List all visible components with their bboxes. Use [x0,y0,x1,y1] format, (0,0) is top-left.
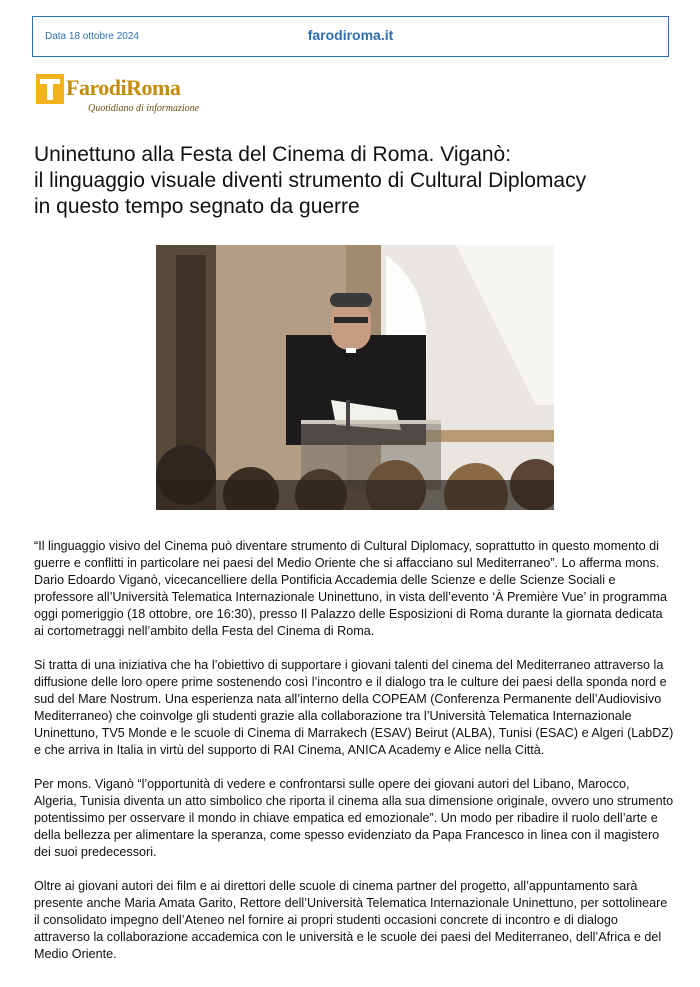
article-title-line: il linguaggio visuale diventi strumento di Cultural Diplomacy [34,169,587,192]
article-title-line: in questo tempo segnato da guerre [34,195,360,218]
article-title-line: Uninettuno alla Festa del Cinema di Roma. Viganò: [34,143,512,166]
logo-tagline: Quotidiano di informazione [88,103,200,114]
header-site-name[interactable]: farodiroma.it [307,27,394,43]
article-title [34,142,674,220]
article-photo [156,245,554,510]
article-paragraph: “Il linguaggio visivo del Cinema può diventare strumento di Cultural Diplomacy, soprattutto in questo momento di guerre e conflitti in particolare nei paesi del Medio Oriente che si affacciano sul Mediterraneo”. Lo afferma mons. Dario Edoardo Viganò, vicecancelliere della Pontificia Accademia delle Scienze e delle Scienze Sociali e professore all’Università Telematica Internazionale Uninettuno, in vista dell’evento ‘À Première Vue’ in programma oggi pomeriggio (18 ottobre, ore 16:30), presso Il Palazzo delle Esposizioni di Roma durante la giornata dedicata ai cortometraggi nell’ambito della Festa del Cinema di Roma. [34,539,668,638]
site-logo[interactable] [36,72,200,116]
article-paragraph: Si tratta di una iniziativa che ha l’obiettivo di supportare i giovani talenti del cinema del Mediterraneo attraverso la diffusione delle loro opere prime sostenendo così l’incontro e il dialogo tra le culture dei paesi della sponda nord e sud del Mare Nostrum. Una esperienza nata all’interno della COPEAM (Conferenza Permanente dell’Audiovisivo Mediterraneo) che coinvolge gli studenti grazie alla collaborazione tra l’Università Telematica Internazionale Uninettuno, TV5 Monde e le scuole di Cinema di Marrakech (ESAV) Beirut (ALBA), Tunisi (ESAC) e Algeri (LabDZ) e che arriva in Italia in virtù del supporto di RAI Cinema, ANICA Academy e Alice nella Città. [34,658,674,757]
article-body [34,538,674,980]
article-paragraph: Oltre ai giovani autori dei film e ai direttori delle scuole di cinema partner del progetto, all’appuntamento sarà presente anche Maria Amata Garito, Rettore dell’Università Telematica Internazionale Uninettuno, per sottolineare il consolidato impegno dell’Ateneo nel fornire ai propri studenti occasioni concrete di incontro e di dialogo attraverso la collaborazione accademica con le università e le scuole dei paesi del Mediterraneo, dell’Africa e del Medio Oriente. [34,879,668,961]
logo-name: FarodiRoma [66,75,181,100]
page-header [32,16,669,57]
header-date: Data 18 ottobre 2024 [45,31,139,42]
lighthouse-icon [36,74,64,104]
article-paragraph: Per mons. Viganò “l’opportunità di vedere e confrontarsi sulle opere dei giovani autori del Libano, Marocco, Algeria, Tunisia diventa un atto simbolico che riporta il cinema alla sua dimensione originale, ovvero uno strumento potentissimo per osservare il mondo in chiave empatica ed emozionale”. Un modo per ribadire il ruolo dell’arte e della bellezza per alimentare la speranza, come spesso evidenziato da Papa Francesco in linea con il magistero dei suoi predecessori. [34,777,674,859]
